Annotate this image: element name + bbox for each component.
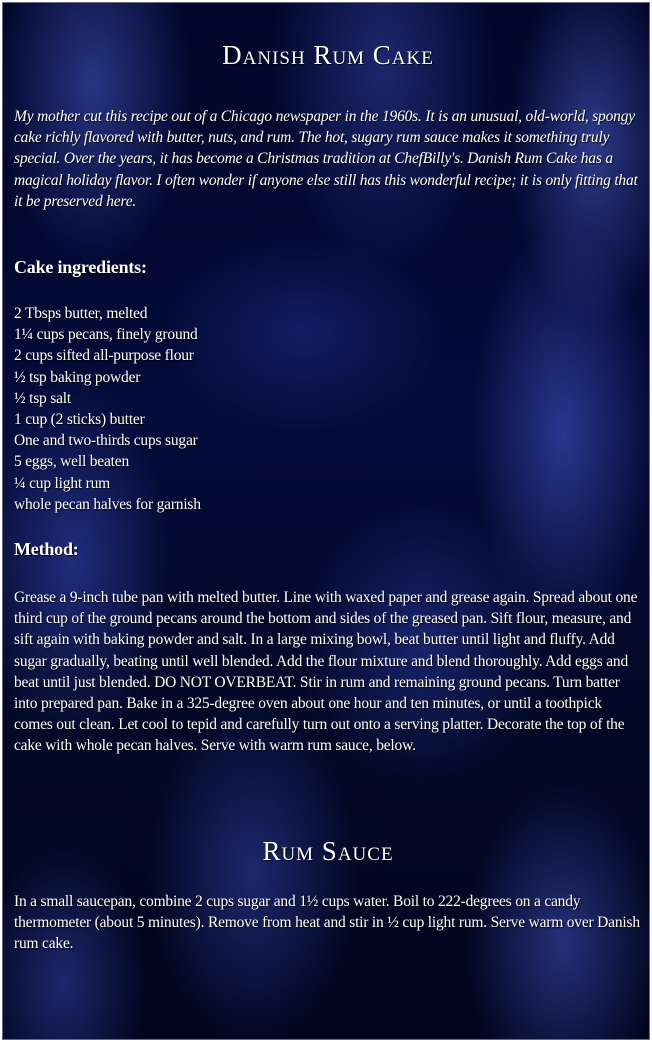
ingredient-item: 2 Tbsps butter, melted [14, 305, 148, 322]
recipe-intro: My mother cut this recipe out of a Chicago newspaper in the 1960s. It is an unusual, old-world, spongy cake richly flavored with butter, nuts, and rum. The hot, sugary rum sauce makes it something truly special. Over the years, it has become a Christmas tradition at ChefBilly's. Danish Rum Cake has a magical holiday flavor. I often wonder if anyone else still has this wonderful recipe; it is only fitting that it be preserved here. [14, 108, 638, 210]
ingredients-heading: Cake ingredients: [14, 257, 147, 277]
ingredient-item: One and two-thirds cups sugar [14, 432, 198, 450]
method-text: Grease a 9-inch tube pan with melted butter. Line with waxed paper and grease again. Spread about one third cup of the ground pecans around the bottom and sides of the greased pan. Sift flour, measure, and sift again with baking powder and salt. In a large mixing bowl, beat butter until light and fluffy. Add sugar gradually, beating until well blended. Add the flour mixture and blend thoroughly. Add eggs and beat until just blended. DO NOT OVERBEAT. Stir in rum and remaining ground pecans. Turn batter into prepared pan. Bake in a 325-degree oven about one hour and ten minutes, or until a toothpick comes out clean. Let cool to tepid and carefully turn out onto a serving platter. Decorate the top of the cake with whole pecan halves. Serve with warm rum sauce, below. [14, 589, 638, 755]
recipe-title: Danish Rum Cake [222, 40, 434, 70]
ingredient-item: ½ tsp salt [14, 389, 71, 407]
ingredient-item: 2 cups sifted all-purpose flour [14, 347, 194, 365]
ingredient-item: 1¼ cups pecans, finely ground [14, 326, 198, 344]
ingredient-item: 1 cup (2 sticks) butter [14, 411, 145, 429]
ingredient-item: 5 eggs, well beaten [14, 453, 129, 471]
method-heading: Method: [14, 539, 79, 559]
recipe-page [2, 2, 650, 1040]
ingredients-list [14, 303, 201, 515]
sauce-title: Rum Sauce [262, 836, 394, 866]
ingredient-item: ½ tsp baking powder [14, 368, 141, 386]
ingredient-item: whole pecan halves for garnish [14, 495, 201, 513]
ingredient-item: ¼ cup light rum [14, 474, 111, 492]
sauce-text: In a small saucepan, combine 2 cups sugar and 1½ cups water. Boil to 222-degrees on a candy thermometer (about 5 minutes). Remove from heat and stir in ½ cup light rum. Serve warm over Danish rum cake. [14, 893, 640, 953]
